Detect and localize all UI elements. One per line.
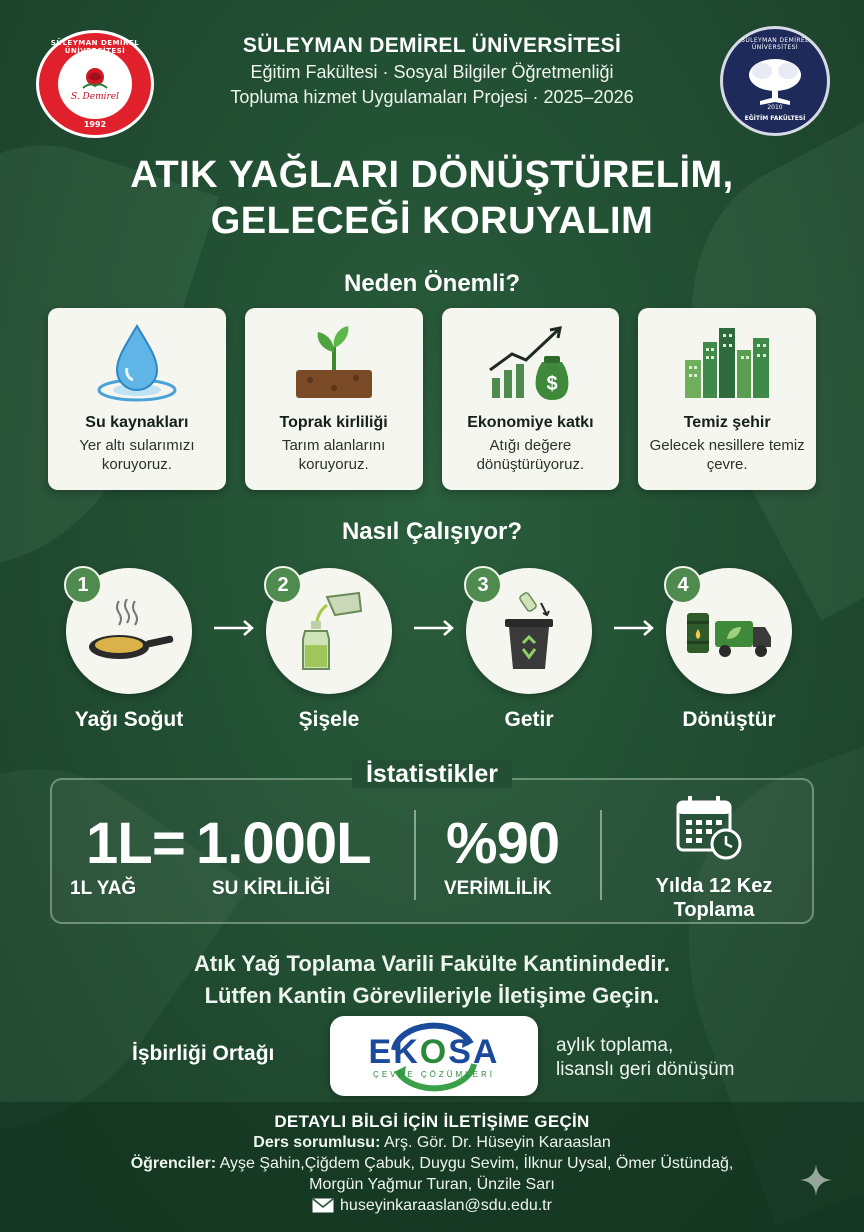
email-line — [0, 1195, 864, 1219]
card-title: Toprak kirliliği — [279, 414, 388, 431]
university-logo — [36, 30, 154, 138]
notice-line-2: Lütfen Kantin Görevlileriyle İletişime Geçin. — [204, 983, 660, 1008]
step-bottle — [264, 568, 394, 732]
title-line-2: GELECEĞİ KORUYALIM — [210, 200, 654, 242]
students-label: Öğrenciler: — [130, 1155, 217, 1172]
stats-heading-text: İstatistikler — [352, 760, 512, 788]
partner-note-line-2: lisanslı geri dönüşüm — [556, 1059, 735, 1080]
money-growth-icon — [482, 320, 578, 404]
card-title: Ekonomiye katkı — [467, 414, 594, 431]
why-heading: Neden Önemli? — [343, 270, 521, 297]
how-heading: Nasıl Çalışıyor? — [341, 518, 523, 545]
stats-box — [50, 778, 814, 924]
truck-barrel-icon — [683, 591, 775, 671]
stat-collection — [628, 874, 800, 922]
partner-logo-text: EKOSA — [368, 1033, 500, 1071]
how-steps — [64, 568, 804, 738]
card-desc: Atığı değere dönüştürüyoruz. — [476, 437, 585, 473]
sparkle-icon — [798, 1162, 834, 1198]
stat-water-amount: 1.000L — [196, 811, 371, 876]
faculty-logo — [720, 26, 830, 136]
calendar-clock-icon — [674, 794, 744, 862]
rose-icon — [78, 66, 112, 92]
stat-oil-amount: 1L — [86, 811, 152, 876]
why-cards — [48, 308, 816, 490]
step-convert — [664, 568, 794, 732]
title-line-1: ATIK YAĞLARI DÖNÜŞTÜRELİM, — [130, 154, 734, 196]
project-name: Topluma hizmet Uygulamaları Projesi · 2025–2026 — [230, 87, 634, 107]
stat-collection-line-1: Yılda 12 Kez — [655, 875, 773, 897]
supervisor-line — [0, 1132, 864, 1153]
step-circle — [66, 568, 192, 694]
step-bring — [464, 568, 594, 732]
students-line — [0, 1153, 864, 1174]
email-row[interactable] — [312, 1195, 552, 1216]
students-line-2: Morgün Yağmur Turan, Ünzile Sarı — [309, 1176, 555, 1193]
stat-efficiency-label: VERİMLİLİK — [444, 878, 552, 899]
footer-title: DETAYLI BİLGİ İÇİN İLETİŞİME GEÇİN — [274, 1112, 590, 1131]
stats-heading — [0, 760, 864, 789]
header — [160, 34, 704, 108]
university-name: SÜLEYMAN DEMİREL ÜNİVERSİTESİ — [242, 34, 622, 57]
card-city — [638, 308, 816, 490]
card-soil — [245, 308, 423, 490]
email-link[interactable]: huseyinkaraaslan@sdu.edu.tr — [340, 1197, 552, 1214]
step-number: 4 — [664, 566, 702, 604]
card-desc: Tarım alanlarını koruyoruz. — [281, 437, 386, 473]
city-icon — [679, 320, 775, 404]
step-circle — [666, 568, 792, 694]
stat-efficiency: %90 — [446, 811, 560, 876]
svg-text:$: $ — [546, 373, 558, 395]
recycle-bin-icon — [483, 591, 575, 671]
supervisor-name: Arş. Gör. Dr. Hüseyin Karaaslan — [380, 1134, 611, 1151]
step-number: 2 — [264, 566, 302, 604]
stat-collection-line-2: Toplama — [673, 899, 755, 921]
card-water — [48, 308, 226, 490]
faculty-logo-year: 2010 — [767, 104, 783, 111]
partner-logo — [330, 1016, 538, 1096]
partner-label: İşbirliği Ortağı — [132, 1042, 275, 1065]
arrow-right-icon — [212, 618, 256, 638]
step-label: Dönüştür — [682, 708, 776, 731]
stat-equals: = — [152, 811, 185, 876]
water-drop-icon — [89, 320, 185, 404]
stat-water-label: SU KİRLİLİĞİ — [212, 878, 331, 899]
card-desc: Yer altı sularımızı koruyoruz. — [79, 437, 195, 473]
stat-oil-label: 1L YAĞ — [70, 878, 137, 899]
card-economy — [442, 308, 620, 490]
partner-note-line-1: aylık toplama, — [556, 1035, 674, 1056]
envelope-icon — [312, 1198, 334, 1213]
notice-line-1: Atık Yağ Toplama Varili Fakülte Kantinindedir. — [194, 951, 670, 976]
frying-pan-icon — [83, 591, 175, 671]
divider — [600, 810, 602, 900]
partner-note — [556, 1034, 734, 1082]
step-circle — [266, 568, 392, 694]
step-label: Yağı Soğut — [74, 708, 184, 731]
bottle-pour-icon — [283, 591, 375, 671]
partner-logo-subtitle: ÇEVRE ÇÖZÜMLERİ — [373, 1070, 495, 1079]
step-circle — [466, 568, 592, 694]
logo-ring-text: SÜLEYMAN DEMİREL ÜNİVERSİTESİ — [50, 39, 140, 55]
footer — [0, 1102, 864, 1232]
notice — [0, 948, 864, 1012]
divider — [414, 810, 416, 900]
faculty-name: Eğitim Fakültesi · Sosyal Bilgiler Öğretmenliği — [250, 62, 614, 82]
main-title — [0, 152, 864, 244]
logo-inner — [58, 49, 132, 119]
card-title: Temiz şehir — [683, 414, 771, 431]
faculty-logo-ring-text: SÜLEYMAN DEMİREL ÜNİVERSİTESİ — [741, 37, 809, 51]
supervisor-label: Ders sorumlusu: — [253, 1134, 381, 1151]
tree-icon — [742, 53, 808, 109]
card-desc: Gelecek nesillere temiz çevre. — [649, 437, 805, 473]
faculty-logo-text: EĞİTİM FAKÜLTESİ — [744, 115, 806, 122]
students-names: Ayşe Şahin,Çiğdem Çabuk, Duygu Sevim, İlknur Uysal, Ömer Üstündağ, — [216, 1155, 734, 1172]
step-cool — [64, 568, 194, 732]
step-label: Şişele — [298, 708, 360, 731]
step-number: 3 — [464, 566, 502, 604]
card-title: Su kaynakları — [85, 414, 189, 431]
logo-year: 1992 — [83, 120, 107, 129]
logo-signature: S. Demirel — [70, 92, 120, 102]
step-number: 1 — [64, 566, 102, 604]
sprout-icon — [286, 320, 382, 404]
arrow-right-icon — [412, 618, 456, 638]
arrow-right-icon — [612, 618, 656, 638]
step-label: Getir — [504, 708, 554, 731]
